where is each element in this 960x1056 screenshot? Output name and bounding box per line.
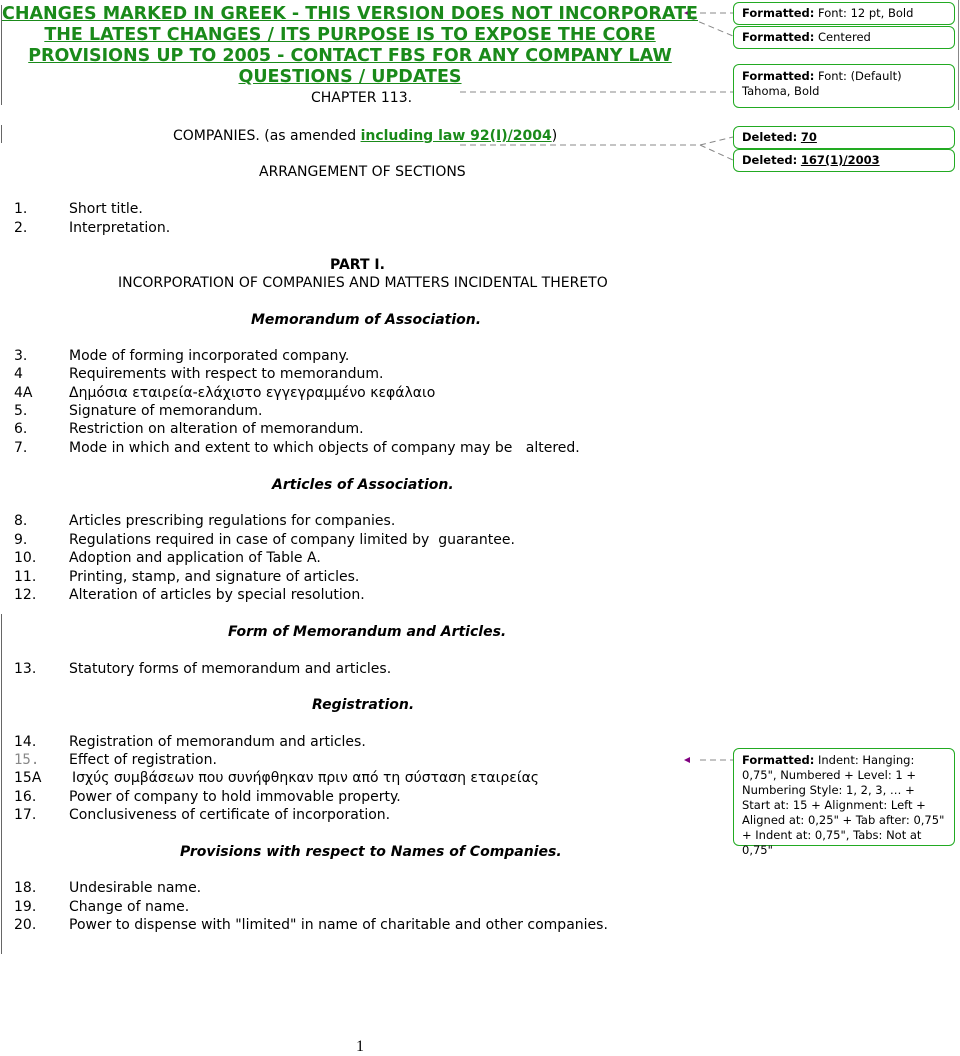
comment-balloon[interactable] — [733, 64, 955, 108]
comment-text: 70 — [800, 130, 817, 144]
comment-text: Font: (Default) Tahoma, Bold — [742, 69, 902, 98]
item-text: Conclusiveness of certificate of incorporation. — [69, 807, 391, 823]
item-number: 5. — [14, 403, 28, 419]
page-number: 1 — [356, 1038, 364, 1055]
item-text: Requirements with respect to memorandum. — [69, 366, 384, 382]
item-number: 20. — [14, 917, 37, 933]
item-text: Change of name. — [69, 899, 190, 915]
item-text: Regulations required in case of company limited by guarantee. — [69, 532, 515, 548]
item-number: 15A — [14, 770, 42, 786]
item-number: 11. — [14, 569, 37, 585]
banner-line: PROVISIONS UP TO 2005 - CONTACT FBS FOR ANY COMPANY LAW — [28, 46, 672, 66]
section-heading: Memorandum of Association. — [251, 312, 482, 328]
comment-balloon[interactable] — [733, 126, 955, 149]
comment-label: Formatted: — [742, 753, 815, 767]
item-text: Δημόσια εταιρεία-ελάχιστο εγγεγραμμένο κεφάλαιο — [69, 385, 436, 401]
item-text: Interpretation. — [69, 220, 171, 236]
item-number: 12. — [14, 587, 37, 603]
item-number: 7. — [14, 440, 28, 456]
comment-label: Deleted: — [742, 153, 798, 167]
item-text: Undesirable name. — [69, 880, 202, 896]
section-heading: Articles of Association. — [272, 477, 454, 493]
item-number: 10. — [14, 550, 37, 566]
comment-balloon[interactable] — [733, 2, 955, 25]
comment-label: Formatted: — [742, 69, 815, 83]
item-number: 8. — [14, 513, 28, 529]
comment-label: Deleted: — [742, 130, 798, 144]
comment-text: Font: 12 pt, Bold — [814, 6, 914, 20]
part-label: PART I. — [330, 257, 385, 273]
document-title — [173, 128, 557, 144]
comment-margin-bar — [958, 0, 959, 110]
item-text: Statutory forms of memorandum and articles. — [69, 661, 392, 677]
comment-label: Formatted: — [742, 6, 815, 20]
item-text: Mode of forming incorporated company. — [69, 348, 350, 364]
item-number: 4A — [14, 385, 33, 401]
title-prefix: COMPANIES. (as amended — [173, 128, 361, 144]
inserted-text: including law 92(I)/2004 — [360, 128, 552, 144]
section-heading: Form of Memorandum and Articles. — [228, 624, 507, 640]
item-number: 13. — [14, 661, 37, 677]
item-text: Printing, stamp, and signature of articles. — [69, 569, 360, 585]
section-heading: Registration. — [312, 697, 415, 713]
item-number: 15. — [14, 752, 40, 768]
arrangement-heading: ARRANGEMENT OF SECTIONS — [259, 164, 466, 180]
item-number: 3. — [14, 348, 28, 364]
item-number: 6. — [14, 421, 28, 437]
item-number: 4 — [14, 366, 23, 382]
item-text: Alteration of articles by special resolution. — [69, 587, 365, 603]
item-number: 1. — [14, 201, 28, 217]
banner-line: QUESTIONS / UPDATES — [238, 67, 462, 87]
item-number: 17. — [14, 807, 37, 823]
item-text: Mode in which and extent to which objects of company may be altered. — [69, 440, 580, 456]
item-text: Short title. — [69, 201, 143, 217]
item-number: 18. — [14, 880, 37, 896]
comment-balloon[interactable] — [733, 149, 955, 172]
banner-line: CHANGES MARKED IN GREEK - THIS VERSION DOES NOT INCORPORATE — [2, 4, 698, 24]
item-number: 14. — [14, 734, 37, 750]
banner-line: THE LATEST CHANGES / ITS PURPOSE IS TO EXPOSE THE CORE — [44, 25, 656, 45]
comment-text: Centered — [814, 30, 871, 44]
comment-text: Indent: Hanging: 0,75", Numbered + Level: 1 + Numbering Style: 1, 2, 3, … + Start at: 15 + Alignment: Left + Aligned at: 0,25" + Tab after: 0,75" + Indent at: 0,75", Tabs: Not at 0,75" — [742, 753, 945, 857]
item-number: 9. — [14, 532, 28, 548]
item-text: Power of company to hold immovable property. — [69, 789, 401, 805]
part-title: INCORPORATION OF COMPANIES AND MATTERS INCIDENTAL THERETO — [118, 275, 608, 291]
item-text: Power to dispense with "limited" in name of charitable and other companies. — [69, 917, 608, 933]
version-banner — [0, 4, 700, 88]
comment-balloon[interactable] — [733, 748, 955, 857]
item-text: Ισχύς συμβάσεων που συνήφθηκαν πριν από τη σύσταση εταιρείας — [72, 770, 540, 786]
item-text: Signature of memorandum. — [69, 403, 263, 419]
chapter-title: CHAPTER 113. — [311, 90, 413, 106]
comment-label: Formatted: — [742, 30, 815, 44]
item-number: 2. — [14, 220, 28, 236]
section-heading: Provisions with respect to Names of Companies. — [180, 844, 562, 860]
title-suffix: ) — [551, 128, 558, 144]
item-number: 16. — [14, 789, 37, 805]
comment-text: 167(1)/2003 — [800, 153, 880, 167]
item-text: Restriction on alteration of memorandum. — [69, 421, 364, 437]
item-text: Adoption and application of Table A. — [69, 550, 321, 566]
item-text: Registration of memorandum and articles. — [69, 734, 366, 750]
item-number: 19. — [14, 899, 37, 915]
item-text: Effect of registration. — [69, 752, 217, 768]
item-text: Articles prescribing regulations for companies. — [69, 513, 396, 529]
comment-balloon[interactable] — [733, 26, 955, 49]
